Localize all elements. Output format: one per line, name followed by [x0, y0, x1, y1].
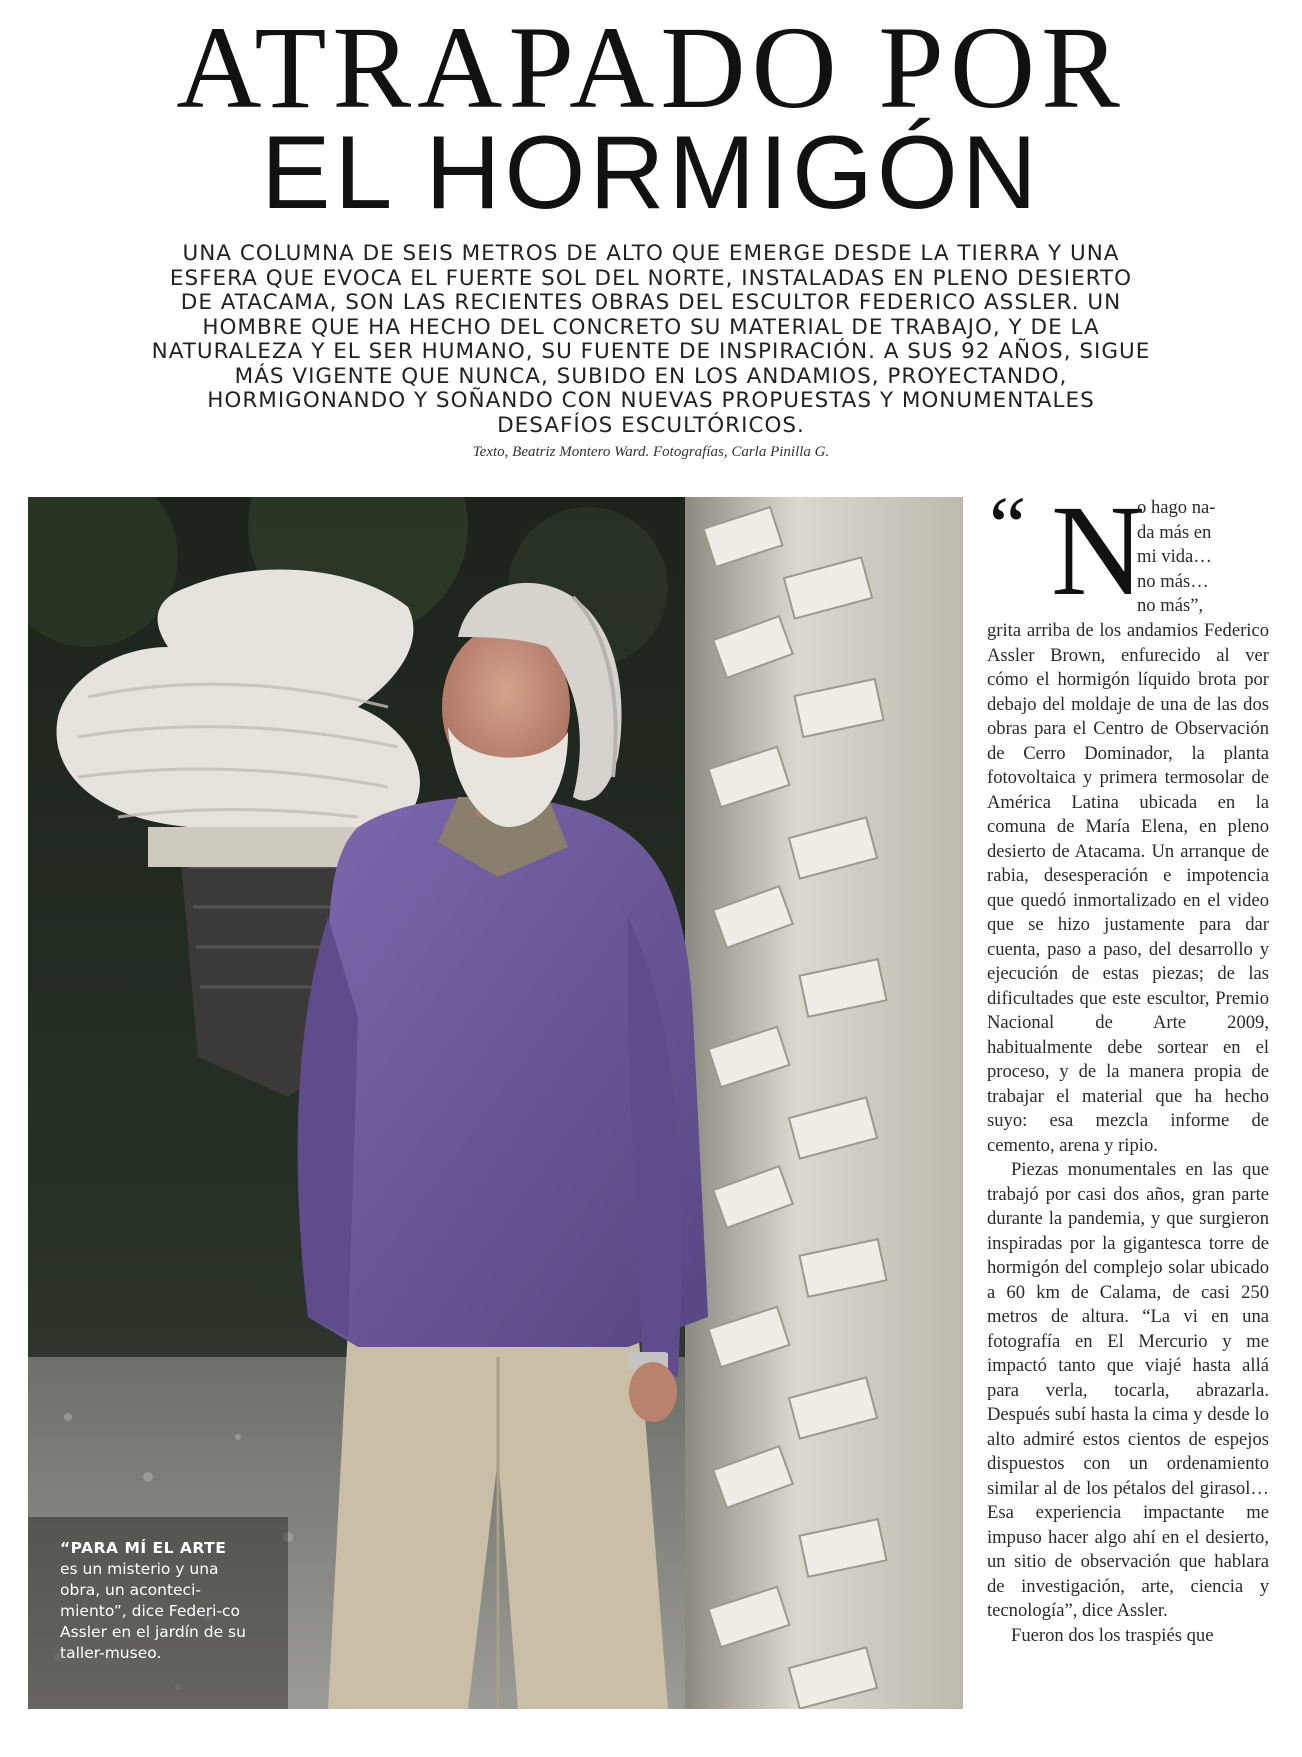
drop-cap-line: mi vida… — [1137, 546, 1212, 567]
headline-line-2: EL HORMIGÓN — [261, 115, 1041, 231]
drop-cap: N — [1051, 479, 1145, 623]
article-paragraph: Piezas monumentales en las que trabajó por casi dos años, gran parte durante la pandemia, y que surgieron inspiradas por la gigantesca torre de hormigón del complejo solar ubicado a 60 km de Calama, de casi 250 metros de altura. “La vi en una fotografía en El Mercurio y me impactó tanto que viajé hasta allá para verla, tocarla, abrazarla. Después subí hasta la cima y desde lo alto admiré estos cientos de espejos dispuestos con un ordenamiento similar al de los pétalos del girasol… Esa experiencia impactante me impuso hacer algo ahí en el desierto, un sitio de observación que hablara de investigación, arte, ciencia y tecnología”, dice Assler. — [987, 1159, 1269, 1621]
drop-cap-line: no más… — [1137, 570, 1209, 592]
photo-caption — [60, 1538, 250, 1664]
caption-body: es un misterio y una obra, un aconteci-miento”, dice Federi-co Assler en el jardín de su taller-museo. — [60, 1560, 246, 1662]
portrait-photo-illustration — [28, 497, 963, 1709]
article-paragraph: grita arriba de los andamios Federico Assler Brown, enfurecido al ver cómo el hormigón líquido brota por debajo del moldaje de una de las dos obras para el Centro de Observación de Cerro Dominador, la planta fotovoltaica y primera termosolar de América Latina ubicada en la comuna de María Elena, en pleno desierto de Atacama. Un arranque de rabia, desesperación e impotencia que quedó inmortalizado en el video que se hizo justamente para dar cuenta, paso a paso, del desarrollo y ejecución de estas piezas; de las dificultades que este escultor, Premio Nacional de Arte 2009, habitualmente debe sortear en el proceso, y de la manera propia de trabajar el material que ha hecho suyo: esa mezcla informe de cemento, arena y ripio. — [987, 620, 1269, 1156]
headline-line-1: ATRAPADO POR — [176, 2, 1126, 133]
drop-cap-line: no más”, — [1137, 595, 1204, 616]
drop-cap-line: da más en — [1137, 521, 1212, 543]
drop-cap-lines — [1137, 496, 1269, 619]
drop-cap-line: o hago na- — [1137, 497, 1216, 518]
caption-lead: “PARA MÍ EL ARTE — [60, 1539, 227, 1557]
article-opening — [987, 479, 1269, 623]
byline-credits: Texto, Beatriz Montero Ward. Fotografías, Carla Pinilla G. — [472, 444, 830, 460]
portrait-photo — [28, 497, 963, 1709]
opening-quote-mark: “ — [989, 480, 1021, 573]
lead-paragraph: UNA COLUMNA DE SEIS METROS DE ALTO QUE EMERGE DESDE LA TIERRA Y UNA ESFERA QUE EVOCA EL FUERTE SOL DEL NORTE, INSTALADAS EN PLENO DESIERTO DE ATACAMA, SON LAS RECIENTES OBRAS DEL ESCULTOR FEDERICO ASSLER. UN HOMBRE QUE HA HECHO DEL CONCRETO SU MATERIAL DE TRABAJO, Y DE LA NATURALEZA Y EL SER HUMANO, SU FUENTE DE INSPIRACIÓN. A SUS 92 AÑOS, SIGUE MÁS VIGENTE QUE NUNCA, SUBIDO EN LOS ANDAMIOS, PROYECTANDO, HORMIGONANDO Y SOÑANDO CON NUEVAS PROPUESTAS Y MONUMENTALES DESAFÍOS ESCULTÓRICOS. — [151, 241, 1151, 438]
article-column — [987, 479, 1269, 1648]
article-paragraph: Fueron dos los traspiés que — [1011, 1624, 1214, 1646]
